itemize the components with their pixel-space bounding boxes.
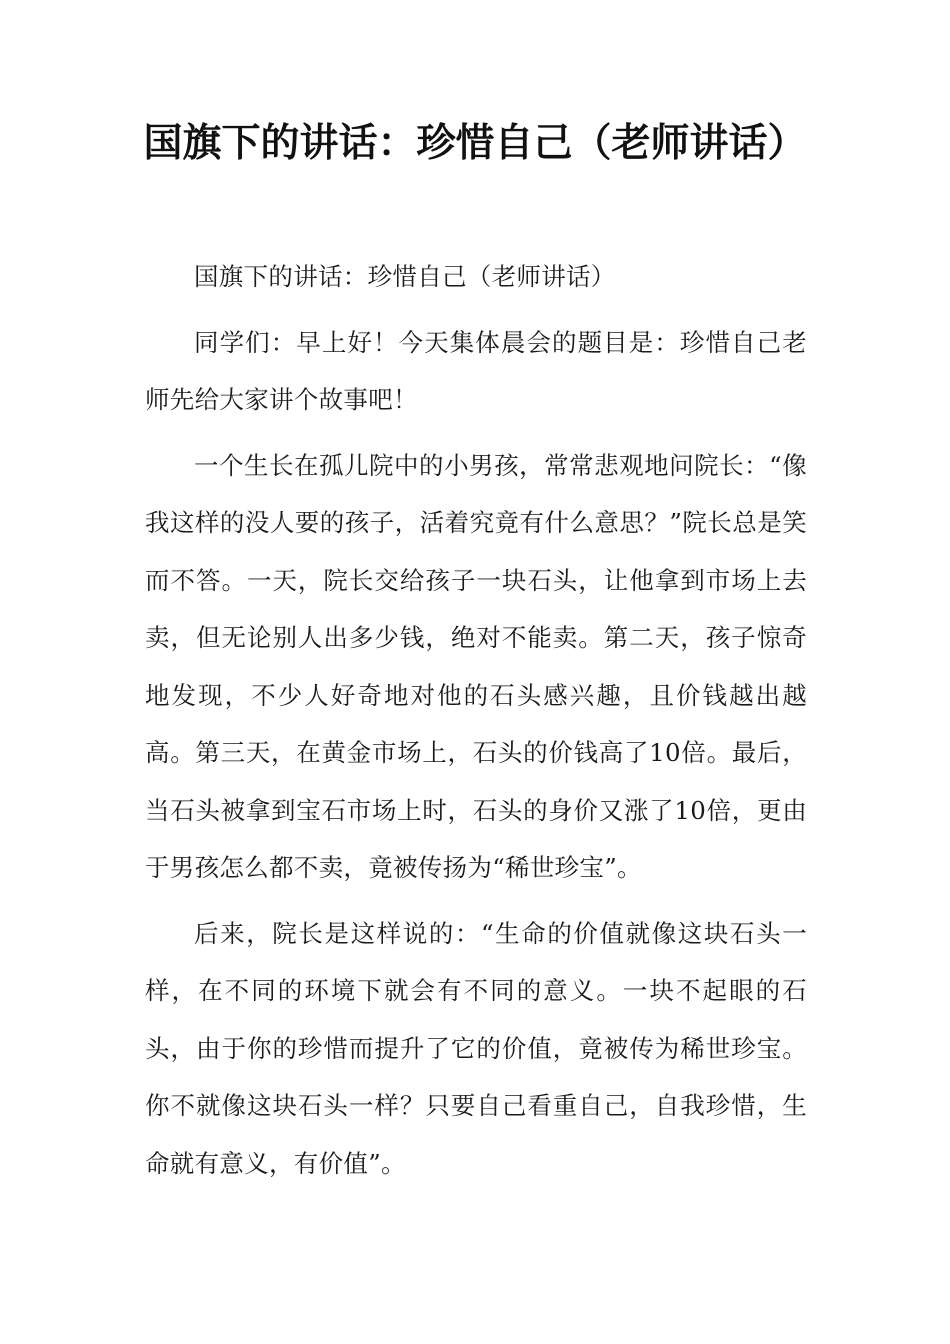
document-title: 国旗下的讲话：珍惜自己（老师讲话） bbox=[143, 121, 807, 166]
paragraph-story: 一个生长在孤儿院中的小男孩，常常悲观地问院长：“像我这样的没人要的孩子，活着究竟有什么意思？”院长总是笑而不答。一天，院长交给孩子一块石头，让他拿到市场上去卖，但无论别人出多少钱，绝对不能卖。第二天，孩子惊奇地发现，不少人好奇地对他的石头感兴趣，且价钱越出越高。第三天，在黄金市场上，石头的价钱高了10倍。最后，当石头被拿到宝石市场上时，石头的身价又涨了10倍，更由于男孩怎么都不卖，竟被传扬为“稀世珍宝”。 bbox=[145, 450, 807, 882]
paragraph-moral: 后来，院长是这样说的：“生命的价值就像这块石头一样，在不同的环境下就会有不同的意义。一块不起眼的石头，由于你的珍惜而提升了它的价值，竟被传为稀世珍宝。你不就像这块石头一样？只要自己看重自己，自我珍惜，生命就有意义，有价值”。 bbox=[145, 918, 807, 1178]
paragraph-greeting: 同学们：早上好！今天集体晨会的题目是：珍惜自己老师先给大家讲个故事吧！ bbox=[145, 327, 807, 414]
paragraph-heading-repeat: 国旗下的讲话：珍惜自己（老师讲话） bbox=[194, 262, 616, 291]
document-body bbox=[145, 248, 807, 1200]
